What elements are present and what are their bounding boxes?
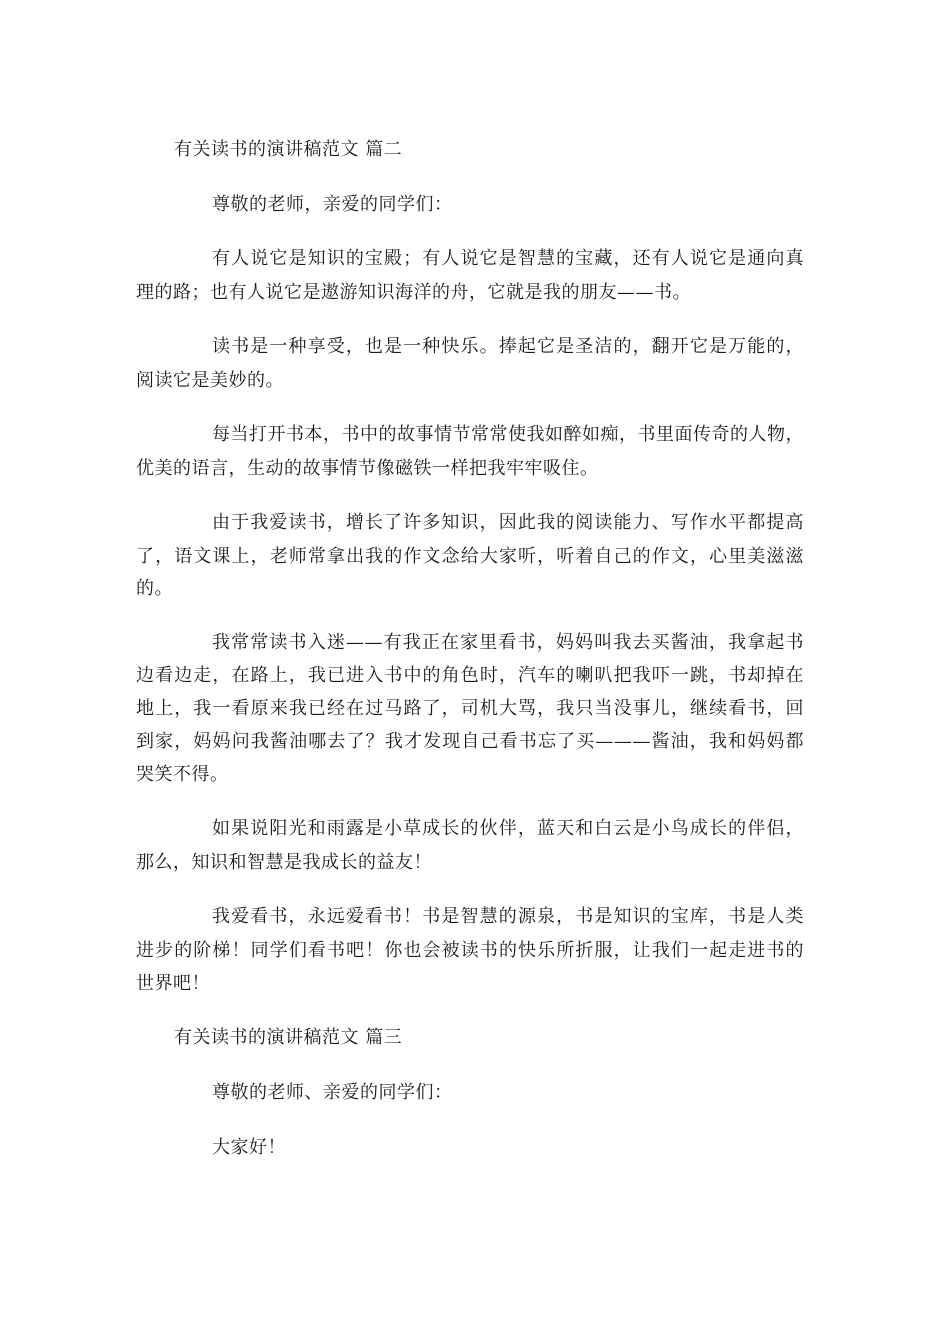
paragraph-line: 阅读它是美妙的。 <box>136 370 284 391</box>
paragraph-line: 了，语文课上，老师常拿出我的作文念给大家听，听着自己的作文，心里美滋滋 <box>136 546 804 567</box>
paragraph-line: 每当打开书本，书中的故事情节常常使我如醉如痴，书里面传奇的人物， <box>212 424 804 445</box>
section-heading: 有关读书的演讲稿范文 篇三 <box>174 1027 403 1048</box>
paragraph-line: 进步的阶梯！同学们看书吧！你也会被读书的快乐所折服，让我们一起走进书的 <box>136 940 804 961</box>
paragraph-line: 地上，我一看原来我已经在过马路了，司机大骂，我只当没事儿，继续看书，回 <box>136 698 804 719</box>
paragraph-line: 那么，知识和智慧是我成长的益友！ <box>136 852 432 873</box>
section-heading: 有关读书的演讲稿范文 篇二 <box>174 139 403 160</box>
paragraph-line: 如果说阳光和雨露是小草成长的伙伴，蓝天和白云是小鸟成长的伴侣， <box>212 818 804 839</box>
paragraph-line: 由于我爱读书，增长了许多知识，因此我的阅读能力、写作水平都提高 <box>212 512 804 533</box>
paragraph-line: 理的路；也有人说它是遨游知识海洋的舟，它就是我的朋友——书。 <box>136 282 691 303</box>
paragraph-line: 边看边走，在路上，我已进入书中的角色时，汽车的喇叭把我吓一跳，书却掉在 <box>136 665 804 686</box>
paragraph-line: 有人说它是知识的宝殿；有人说它是智慧的宝藏，还有人说它是通向真 <box>212 248 804 269</box>
opening-line: 大家好！ <box>212 1137 286 1158</box>
paragraph-line: 世界吧！ <box>136 973 210 994</box>
greeting: 尊敬的老师，亲爱的同学们： <box>212 194 453 215</box>
paragraph-line: 到家，妈妈问我酱油哪去了？我才发现自己看书忘了买———酱油，我和妈妈都 <box>136 731 804 752</box>
paragraph-line: 优美的语言，生动的故事情节像磁铁一样把我牢牢吸住。 <box>136 458 599 479</box>
greeting: 尊敬的老师、亲爱的同学们： <box>212 1082 453 1103</box>
paragraph-line: 哭笑不得。 <box>136 764 229 785</box>
paragraph-line: 读书是一种享受，也是一种快乐。捧起它是圣洁的，翻开它是万能的， <box>212 336 804 357</box>
paragraph-line: 我常常读书入迷——有我正在家里看书，妈妈叫我去买酱油，我拿起书 <box>212 632 804 653</box>
paragraph-line: 的。 <box>136 578 173 599</box>
paragraph-line: 我爱看书，永远爱看书！书是智慧的源泉，书是知识的宝库，书是人类 <box>212 906 804 927</box>
